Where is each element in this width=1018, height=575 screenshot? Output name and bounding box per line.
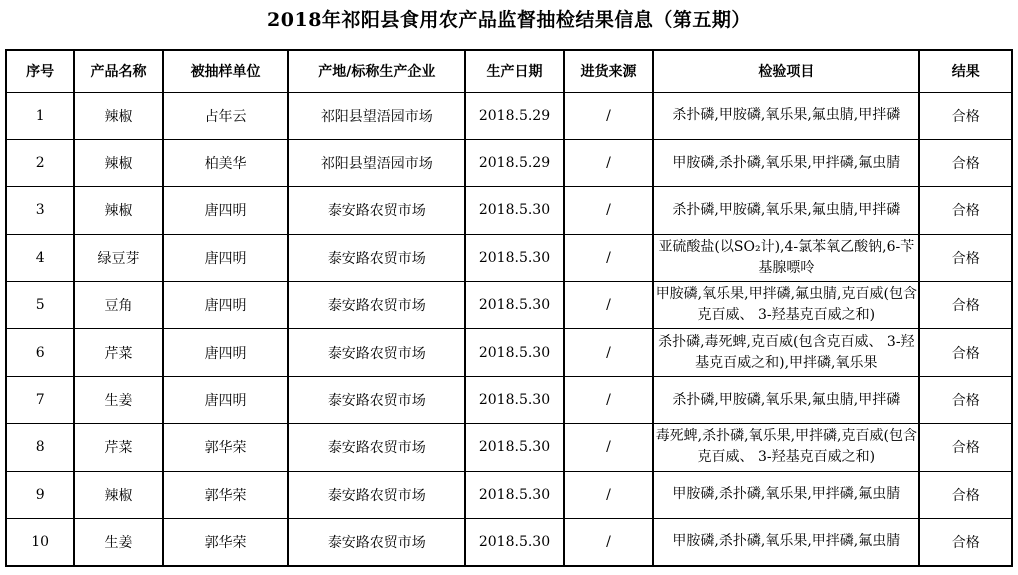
cell-purchase-source: / bbox=[564, 92, 653, 139]
col-header-no: 序号 bbox=[6, 50, 74, 92]
cell-test-items: 亚硫酸盐(以SO₂计),4-氯苯氧乙酸钠,6-苄基腺嘌呤 bbox=[653, 234, 919, 281]
col-header-sampled-unit: 被抽样单位 bbox=[163, 50, 289, 92]
cell-no: 6 bbox=[6, 329, 74, 376]
cell-product: 辣椒 bbox=[74, 471, 162, 518]
table-row bbox=[6, 92, 1012, 139]
cell-no: 3 bbox=[6, 187, 74, 234]
cell-test-items: 杀扑磷,甲胺磷,氧乐果,氟虫腈,甲拌磷 bbox=[653, 187, 919, 234]
cell-purchase-source: / bbox=[564, 329, 653, 376]
cell-production-date: 2018.5.30 bbox=[465, 424, 563, 471]
table-row bbox=[6, 329, 1012, 376]
cell-production-date: 2018.5.30 bbox=[465, 282, 563, 329]
cell-purchase-source: / bbox=[564, 139, 653, 186]
cell-purchase-source: / bbox=[564, 234, 653, 281]
cell-no: 9 bbox=[6, 471, 74, 518]
cell-production-date: 2018.5.30 bbox=[465, 187, 563, 234]
cell-test-items: 毒死蜱,杀扑磷,氧乐果,甲拌磷,克百威(包含克百威、 3-羟基克百威之和) bbox=[653, 424, 919, 471]
cell-origin: 祁阳县望浯园市场 bbox=[288, 139, 465, 186]
cell-test-items: 杀扑磷,甲胺磷,氧乐果,氟虫腈,甲拌磷 bbox=[653, 92, 919, 139]
cell-sampled-unit: 郭华荣 bbox=[163, 471, 289, 518]
cell-production-date: 2018.5.29 bbox=[465, 92, 563, 139]
cell-sampled-unit: 柏美华 bbox=[163, 139, 289, 186]
cell-sampled-unit: 唐四明 bbox=[163, 187, 289, 234]
cell-origin: 泰安路农贸市场 bbox=[288, 234, 465, 281]
cell-result: 合格 bbox=[919, 92, 1012, 139]
cell-product: 芹菜 bbox=[74, 424, 162, 471]
table-row bbox=[6, 187, 1012, 234]
cell-no: 4 bbox=[6, 234, 74, 281]
cell-no: 10 bbox=[6, 519, 74, 566]
cell-result: 合格 bbox=[919, 519, 1012, 566]
cell-test-items: 甲胺磷,杀扑磷,氧乐果,甲拌磷,氟虫腈 bbox=[653, 139, 919, 186]
cell-product: 辣椒 bbox=[74, 139, 162, 186]
cell-product: 豆角 bbox=[74, 282, 162, 329]
cell-product: 芹菜 bbox=[74, 329, 162, 376]
table-row bbox=[6, 471, 1012, 518]
sampling-results-table bbox=[5, 49, 1013, 567]
col-header-purchase-source: 进货来源 bbox=[564, 50, 653, 92]
cell-test-items: 杀扑磷,毒死蜱,克百威(包含克百威、 3-羟基克百威之和),甲拌磷,氧乐果 bbox=[653, 329, 919, 376]
header-row bbox=[6, 50, 1012, 92]
cell-purchase-source: / bbox=[564, 471, 653, 518]
cell-test-items: 甲胺磷,氧乐果,甲拌磷,氟虫腈,克百威(包含克百威、 3-羟基克百威之和) bbox=[653, 282, 919, 329]
col-header-production-date: 生产日期 bbox=[465, 50, 563, 92]
cell-purchase-source: / bbox=[564, 376, 653, 423]
cell-product: 生姜 bbox=[74, 519, 162, 566]
cell-result: 合格 bbox=[919, 139, 1012, 186]
table-row bbox=[6, 424, 1012, 471]
cell-origin: 祁阳县望浯园市场 bbox=[288, 92, 465, 139]
col-header-origin: 产地/标称生产企业 bbox=[288, 50, 465, 92]
cell-purchase-source: / bbox=[564, 519, 653, 566]
cell-test-items: 甲胺磷,杀扑磷,氧乐果,甲拌磷,氟虫腈 bbox=[653, 519, 919, 566]
cell-purchase-source: / bbox=[564, 187, 653, 234]
cell-result: 合格 bbox=[919, 376, 1012, 423]
col-header-test-items: 检验项目 bbox=[653, 50, 919, 92]
cell-production-date: 2018.5.30 bbox=[465, 519, 563, 566]
cell-product: 辣椒 bbox=[74, 92, 162, 139]
cell-production-date: 2018.5.29 bbox=[465, 139, 563, 186]
cell-origin: 泰安路农贸市场 bbox=[288, 424, 465, 471]
cell-origin: 泰安路农贸市场 bbox=[288, 471, 465, 518]
cell-result: 合格 bbox=[919, 471, 1012, 518]
cell-production-date: 2018.5.30 bbox=[465, 329, 563, 376]
cell-production-date: 2018.5.30 bbox=[465, 234, 563, 281]
cell-test-items: 杀扑磷,甲胺磷,氧乐果,氟虫腈,甲拌磷 bbox=[653, 376, 919, 423]
cell-sampled-unit: 郭华荣 bbox=[163, 519, 289, 566]
cell-product: 辣椒 bbox=[74, 187, 162, 234]
cell-no: 2 bbox=[6, 139, 74, 186]
cell-production-date: 2018.5.30 bbox=[465, 471, 563, 518]
cell-product: 生姜 bbox=[74, 376, 162, 423]
table-row bbox=[6, 376, 1012, 423]
cell-production-date: 2018.5.30 bbox=[465, 376, 563, 423]
cell-test-items: 甲胺磷,杀扑磷,氧乐果,甲拌磷,氟虫腈 bbox=[653, 471, 919, 518]
cell-no: 5 bbox=[6, 282, 74, 329]
cell-result: 合格 bbox=[919, 234, 1012, 281]
col-header-result: 结果 bbox=[919, 50, 1012, 92]
cell-origin: 泰安路农贸市场 bbox=[288, 376, 465, 423]
cell-result: 合格 bbox=[919, 187, 1012, 234]
cell-sampled-unit: 唐四明 bbox=[163, 234, 289, 281]
cell-sampled-unit: 唐四明 bbox=[163, 329, 289, 376]
cell-result: 合格 bbox=[919, 282, 1012, 329]
cell-no: 8 bbox=[6, 424, 74, 471]
cell-origin: 泰安路农贸市场 bbox=[288, 187, 465, 234]
cell-no: 1 bbox=[6, 92, 74, 139]
cell-product: 绿豆芽 bbox=[74, 234, 162, 281]
cell-origin: 泰安路农贸市场 bbox=[288, 329, 465, 376]
page-title: 2018年祁阳县食用农产品监督抽检结果信息（第五期） bbox=[267, 9, 751, 31]
table-row bbox=[6, 519, 1012, 566]
table-row bbox=[6, 234, 1012, 281]
table-row bbox=[6, 282, 1012, 329]
cell-sampled-unit: 占年云 bbox=[163, 92, 289, 139]
cell-result: 合格 bbox=[919, 424, 1012, 471]
cell-sampled-unit: 郭华荣 bbox=[163, 424, 289, 471]
cell-no: 7 bbox=[6, 376, 74, 423]
cell-purchase-source: / bbox=[564, 424, 653, 471]
cell-origin: 泰安路农贸市场 bbox=[288, 519, 465, 566]
cell-result: 合格 bbox=[919, 329, 1012, 376]
col-header-product: 产品名称 bbox=[74, 50, 162, 92]
cell-sampled-unit: 唐四明 bbox=[163, 376, 289, 423]
cell-sampled-unit: 唐四明 bbox=[163, 282, 289, 329]
cell-purchase-source: / bbox=[564, 282, 653, 329]
table-row bbox=[6, 139, 1012, 186]
cell-origin: 泰安路农贸市场 bbox=[288, 282, 465, 329]
